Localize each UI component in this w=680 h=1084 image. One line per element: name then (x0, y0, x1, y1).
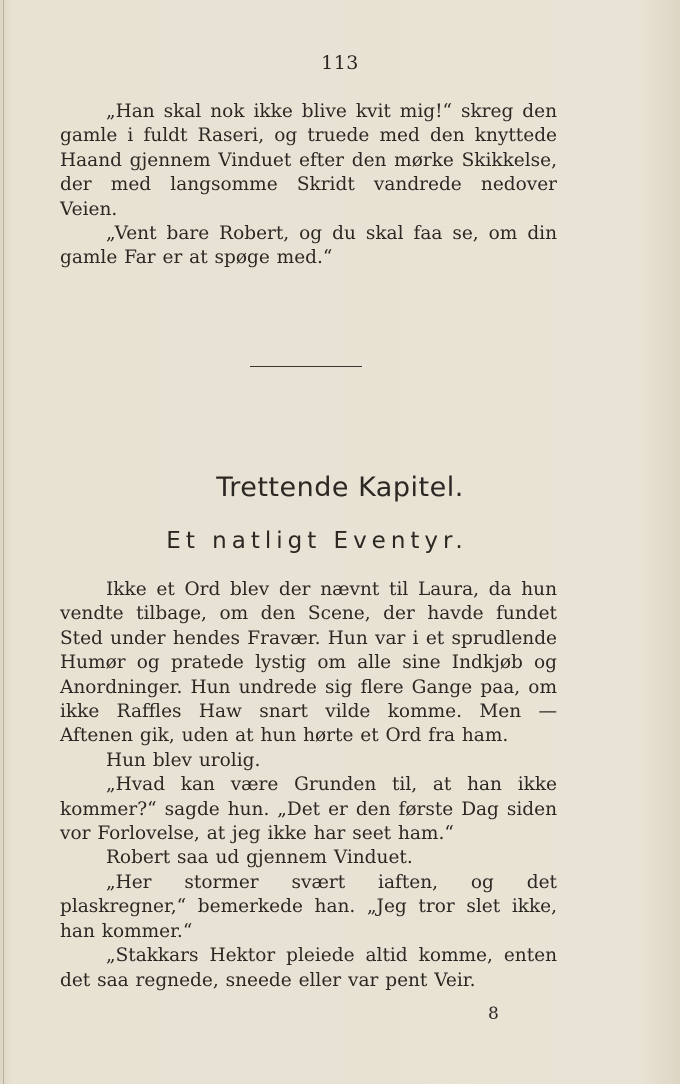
signature-mark: 8 (488, 1004, 499, 1024)
paragraph: „Stakkars Hektor pleiede altid komme, enten det saa regnede, sneede eller var pent Veir. (60, 945, 557, 991)
top-text-block (60, 100, 557, 271)
paragraph: Hun blev urolig. (106, 749, 261, 771)
section-divider (250, 366, 362, 367)
paragraph: „Vent bare Robert, og du skal faa se, om din gamle Far er at spøge med.“ (60, 223, 557, 269)
chapter-title: Trettende Kapitel. (216, 472, 464, 503)
paragraph: „Han skal nok ikke blive kvit mig!“ skreg den gamle i fuldt Raseri, og truede med den knyttede Haand gjennem Vinduet efter den mørke Skikkelse, der med langsomme Skridt vandrede nedover Veien. (60, 101, 557, 220)
page-number: 113 (321, 52, 359, 74)
chapter-subtitle: Et natligt Eventyr. (166, 528, 468, 554)
paragraph: „Hvad kan være Grunden til, at han ikke kommer?“ sagde hun. „Det er den første Dag siden vor Forlovelse, at jeg ikke har seet ham.“ (60, 774, 557, 845)
paragraph: Robert saa ud gjennem Vinduet. (106, 847, 413, 869)
chapter-text-block (60, 578, 557, 993)
paragraph: Ikke et Ord blev der nævnt til Laura, da hun vendte tilbage, om den Scene, der havde fundet Sted under hendes Fravær. Hun var i et sprudlende Humør og pratede lystig om alle sine Indkjøb og Anordninger. Hun undrede sig flere Gange paa, om ikke Raffles Haw snart vilde komme. Men — Aftenen gik, uden at hun hørte et Ord fra ham. (60, 579, 557, 747)
paragraph: „Her stormer svært iaften, og det plaskregner,“ bemerkede han. „Jeg tror slet ikke, han kommer.“ (60, 871, 557, 942)
